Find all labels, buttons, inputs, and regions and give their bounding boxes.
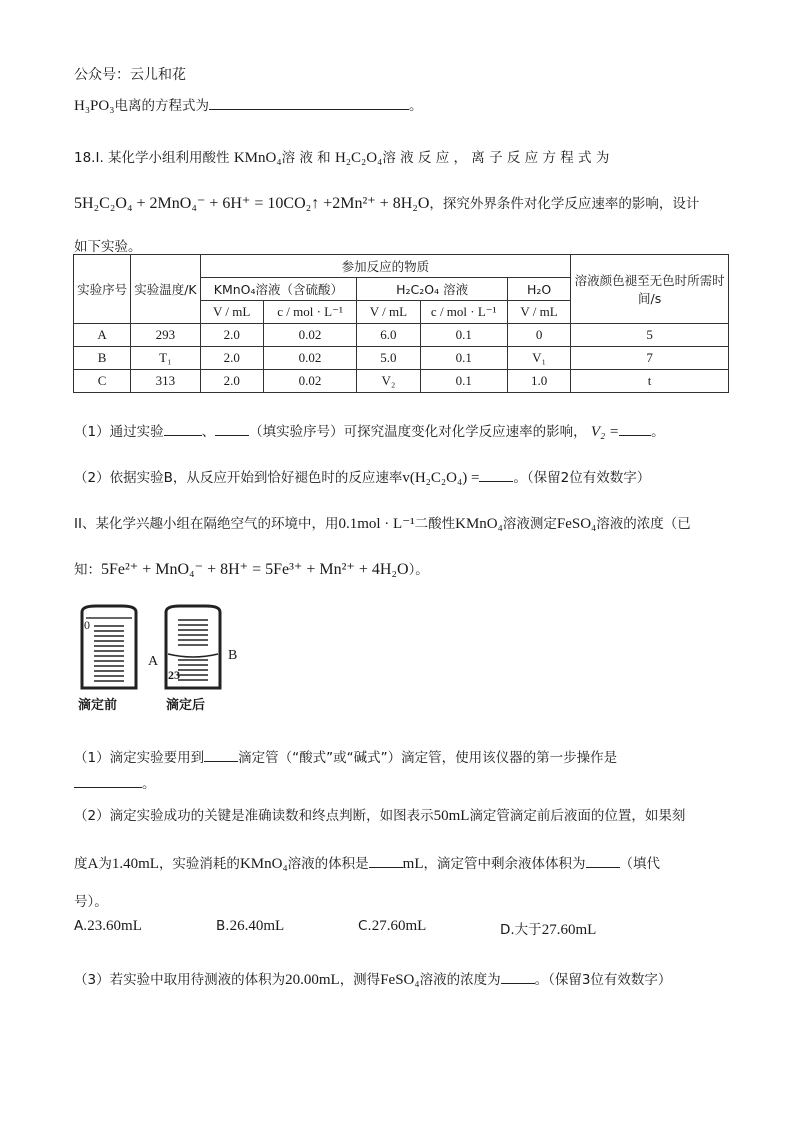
option-letter: B. <box>216 918 230 934</box>
answer-blank[interactable] <box>74 775 142 788</box>
cell: 0.02 <box>263 347 356 370</box>
titration-q2-cont <box>74 852 660 873</box>
equation-after: ，探究外界条件对化学反应速率的影响，设计 <box>429 196 700 212</box>
t2-e: ，实验消耗的 <box>158 856 240 872</box>
titration-q2 <box>74 804 685 825</box>
th-time: 溶液颜色褪至无色时所需时间/s <box>571 255 729 324</box>
t1-b: 滴定管（“酸式”或“碱式”）滴定管，使用该仪器的第一步操作是 <box>238 750 618 766</box>
answer-blank[interactable] <box>369 855 403 868</box>
cell: C <box>74 370 131 393</box>
mark-a: A <box>148 654 159 669</box>
th-unit-v: V / mL <box>507 301 570 324</box>
cell: 1.0 <box>507 370 570 393</box>
table-row <box>74 324 729 347</box>
titration-q1 <box>74 746 617 766</box>
rate-formula: v(H₂C₂O₄) = <box>402 470 480 486</box>
th-unit-v: V / mL <box>200 301 263 324</box>
th-exp-no: 实验序号 <box>74 255 131 324</box>
th-unit-v: V / mL <box>357 301 420 324</box>
known-a: 知： <box>74 562 101 578</box>
burette-before-drawing <box>76 604 142 690</box>
design-line: 如下实验。 <box>74 239 142 255</box>
th-reactants: 参加反应的物质 <box>200 255 571 278</box>
cell: A <box>74 324 131 347</box>
cell: 6.0 <box>357 324 420 347</box>
sub2-a: （2）依据实验B，从反应开始到恰好褪色时的反应速率 <box>74 470 403 486</box>
q18-intro-b: 溶 液 反 应 ， 离 子 反 应 方 程 式 为 <box>382 150 610 166</box>
t3-end: 。（保留3位有效数字） <box>534 972 672 988</box>
label-before: 滴定前 <box>78 698 118 713</box>
option-c[interactable] <box>358 918 426 935</box>
t3-c: 溶液的浓度为 <box>419 972 501 988</box>
scale-a: A <box>87 856 99 872</box>
q18-intro <box>74 146 609 167</box>
h2c2o4-formula: H₂C₂O₄ <box>334 150 383 166</box>
answer-blank[interactable] <box>209 97 409 110</box>
reading-mark: 23 <box>168 668 180 682</box>
cell: 0 <box>507 324 570 347</box>
sub2-end: 。（保留2位有效数字） <box>513 470 651 486</box>
t2-a: （2）滴定实验成功的关键是准确读数和终点判断，如图表示 <box>74 808 434 824</box>
sub1-sep: 、 <box>201 424 216 440</box>
cell: V₁ <box>507 347 570 370</box>
q17-end: 。 <box>408 98 423 114</box>
table-row <box>74 370 729 393</box>
cell: 5 <box>571 324 729 347</box>
part2-intro <box>74 512 691 533</box>
titration-q3 <box>74 968 671 989</box>
burette-after <box>160 604 226 690</box>
cell: V₂ <box>357 370 420 393</box>
burette-volume: 50mL <box>433 808 470 824</box>
th-kmno4: KMnO₄溶液（含硫酸） <box>200 278 357 301</box>
cell: 0.1 <box>420 370 507 393</box>
part2-b: 二酸性 <box>414 516 456 532</box>
v2-symbol: V₂ = <box>590 424 620 440</box>
cell: 0.02 <box>263 324 356 347</box>
q17-text: 电离的方程式为 <box>114 98 209 114</box>
label-after: 滴定后 <box>166 698 206 713</box>
cell: t <box>571 370 729 393</box>
option-a[interactable] <box>74 918 142 935</box>
mark-b: B <box>228 648 238 663</box>
cell: 2.0 <box>200 370 263 393</box>
th-h2c2o4: H₂C₂O₄ 溶液 <box>357 278 508 301</box>
cell: 7 <box>571 347 729 370</box>
t2-g: ，滴定管中剩余液体体积为 <box>423 856 586 872</box>
t2-f: 溶液的体积是 <box>287 856 369 872</box>
kmno4-formula: KMnO₄ <box>233 150 282 166</box>
feso4-formula: FeSO₄ <box>556 516 597 532</box>
answer-blank[interactable] <box>164 423 202 436</box>
conc-value: 0.1mol · L⁻¹ <box>338 516 415 532</box>
known-end: ）。 <box>408 562 429 578</box>
part2-c: 溶液测定 <box>502 516 557 532</box>
sub-question-2 <box>74 466 650 487</box>
t3-a: （3）若实验中取用待测液的体积为 <box>74 972 286 988</box>
t2-h: （填代 <box>619 856 661 872</box>
q18-and: 溶 液 和 <box>281 150 331 166</box>
th-temp: 实验温度/K <box>131 255 200 324</box>
option-b[interactable] <box>216 918 284 935</box>
cell: 0.1 <box>420 324 507 347</box>
t1-a: （1）滴定实验要用到 <box>74 750 205 766</box>
option-d[interactable] <box>500 918 596 939</box>
q18-intro-a: 18.I. 某化学小组利用酸性 <box>74 150 230 166</box>
part2-d: 溶液的浓度（已 <box>596 516 691 532</box>
reaction-equation: 5H₂C₂O₄ + 2MnO₄⁻ + 6H⁺ = 10CO₂↑ +2Mn²⁺ + 8H₂O <box>74 195 430 212</box>
answer-blank[interactable] <box>501 971 535 984</box>
part2-a: II、某化学兴趣小组在隔绝空气的环境中，用 <box>74 516 339 532</box>
option-value: 27.60mL <box>541 922 597 938</box>
sub1-end: 。 <box>651 424 665 440</box>
answer-blank[interactable] <box>586 855 620 868</box>
titration-q1-cont <box>74 772 156 792</box>
wechat-header: 公众号：云儿和花 <box>74 67 186 83</box>
cell: 313 <box>131 370 200 393</box>
unit-ml: mL <box>402 856 424 872</box>
answer-blank[interactable] <box>619 423 651 436</box>
zero-mark: 0 <box>84 618 90 632</box>
q17-tail <box>74 94 422 115</box>
reading-value: 1.40mL <box>111 856 159 872</box>
option-letter: C. <box>358 918 372 934</box>
option-letter: D.大于 <box>500 922 542 938</box>
titration-q2-end: 号）。 <box>74 894 108 910</box>
answer-blank[interactable] <box>215 423 249 436</box>
t2-d: 为 <box>98 856 112 872</box>
t2-c: 度 <box>74 856 88 872</box>
sample-volume: 20.00mL <box>285 972 340 988</box>
t3-b: ，测得 <box>339 972 381 988</box>
answer-blank[interactable] <box>479 469 513 482</box>
feso4-formula: FeSO₄ <box>380 972 420 988</box>
t2-b: 滴定管滴定前后液面的位置，如果刻 <box>469 808 686 824</box>
sub-question-1 <box>74 420 665 441</box>
cell: 293 <box>131 324 200 347</box>
th-h2o: H₂O <box>507 278 570 301</box>
sub1-b: （填实验序号）可探究温度变化对化学反应速率的影响， <box>249 424 587 440</box>
cell: 2.0 <box>200 347 263 370</box>
th-unit-c: c / mol · L⁻¹ <box>263 301 356 324</box>
option-value: 23.60mL <box>87 918 142 934</box>
option-value: 26.40mL <box>229 918 285 934</box>
table-row <box>74 347 729 370</box>
answer-blank[interactable] <box>204 749 238 762</box>
sub1-a: （1）通过实验 <box>74 424 164 440</box>
cell: T₁ <box>131 347 200 370</box>
cell: 5.0 <box>357 347 420 370</box>
cell: 0.1 <box>420 347 507 370</box>
cell: 0.02 <box>263 370 356 393</box>
kmno4-formula: KMnO₄ <box>455 516 503 532</box>
h3po3-formula: H₃PO₃ <box>74 98 115 114</box>
kmno4-formula: KMnO₄ <box>239 856 288 872</box>
th-unit-c: c / mol · L⁻¹ <box>420 301 507 324</box>
cell: 2.0 <box>200 324 263 347</box>
q18-equation-line <box>74 192 699 213</box>
known-equation-line <box>74 558 429 579</box>
option-letter: A. <box>74 918 88 934</box>
known-equation: 5Fe²⁺ + MnO₄⁻ + 8H⁺ = 5Fe³⁺ + Mn²⁺ + 4H₂O <box>101 561 409 578</box>
t1-end: 。 <box>142 776 156 792</box>
burette-before <box>76 604 142 690</box>
cell: B <box>74 347 131 370</box>
experiment-table <box>73 254 729 393</box>
option-value: 27.60mL <box>371 918 427 934</box>
